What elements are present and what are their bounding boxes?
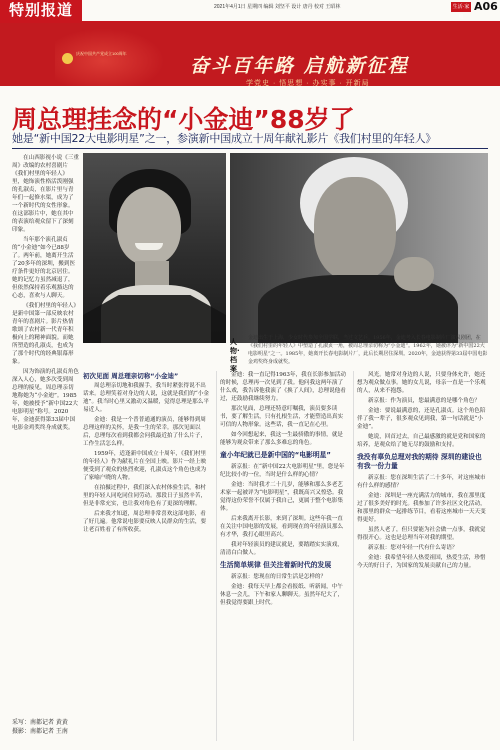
body-paragraph: 金迪：深圳是一座充满活力的城市，我在那里度过了很多美好的时光。我参加了许多社区文化活动，和那里的群众一起排练节目，看着这座城市一天天变得更好。 [357, 493, 486, 523]
body-paragraph: 新京报：在“新中国22大电影明星”里，您是年纪比较小的一位，当时是什么样的心情？ [220, 464, 345, 478]
section-heading: 童小年纪就已是新中国的“电影明星” [220, 451, 331, 459]
page-title: 周总理挂念的“小金迪”88岁了 [12, 105, 355, 134]
body-paragraph: 金迪：当时我才二十几岁，能够和那么多老艺术家一起被评为“电影明星”，我既高兴又惶恐。我觉得这份荣誉不仅属于我自己，更属于整个电影集体。 [220, 482, 344, 512]
body-paragraph: 虽然人老了，但只要能为社会做一点事，我就觉得很开心。这也是总理当年对我的期望。 [357, 527, 486, 541]
intro-paragraph: 在山西影视小说《三重周》改编的农村喜剧片《我们村里的年轻人》里，她饰演性格活泼刚强的孔淑贞，在影片里与青年们一起修水渠，成为了一个新时代的女性形象。在这部影片中，她在其中的表演给观众留下了深刻印象。 [12, 155, 79, 233]
intro-column [12, 154, 79, 594]
page-number: A06 [474, 0, 498, 13]
byline [12, 718, 102, 736]
section-heading: 初次见面 周总理亲切称“小金迪” [83, 372, 179, 380]
section-heading: 生活简单规律 但关注着新时代的发展 [220, 561, 332, 569]
body-paragraph: 我对年轻演员的建议就是，要踏踏实实演戏，清清白白做人。 [220, 542, 343, 556]
photo-caption: 金迪出生于上海，少女时代参加全国学联，当过文艺兵。1956年，金迪考入长春电影制片厂演员剧团，在《我们村里的年轻人》中塑造了孔淑贞一角，被周总理亲切称为“小金迪”。1962年，她被评为“新中国22大电影明星”之一。1985年，她离开长春电影制片厂，此后长期居住深圳。2020年，金迪获得第33届中国电影金鸡奖终身成就奖。 [248, 335, 488, 365]
party-emblem-icon [62, 53, 73, 64]
issue-info: 2021年4月1日 星期四 编辑 刘坚平 设计 唐丹 校对 王昭林 [214, 4, 341, 10]
profile-label: 人物·档案 [230, 338, 240, 373]
body-column-1 [83, 371, 210, 747]
young-portrait-photo [83, 153, 226, 343]
body-paragraph: 金迪：我每天早上都会看报纸、听新闻，中午休息一会儿，下午和家人聊聊天。虽然年纪大了，但我觉得要跟上时代。 [220, 584, 344, 606]
byline-reporter: 采写：南都记者 黄黄 [12, 719, 68, 726]
divider [12, 148, 488, 149]
body-paragraph: 金迪：我一直记得1963年，我在长影参加活动的时候，总理再一次见到了我。他问我这两年演了什么戏，我告诉他我演了《换了人间》，总理说他看过，还鼓励我继续努力。 [220, 372, 346, 402]
body-paragraph: 新京报：您现在的日常生活是怎样的？ [231, 574, 327, 580]
body-paragraph: 新京报：您对年轻一代有什么寄语？ [368, 545, 458, 551]
body-paragraph: 金迪：我希望年轻人热爱祖国，热爱生活，珍惜今天的好日子，为国家的发展贡献自己的力量。 [357, 555, 486, 569]
column-divider [216, 371, 217, 741]
body-paragraph: 1959年，适逢新中国成立十周年，《我们村里的年轻人》作为献礼片在全国上映。影片一经上映便受到了观众的热烈欢迎，孔淑贞这个角色也成为了家喻户晓的人物。 [83, 451, 207, 481]
body-paragraph: 金迪：我是一个普普通通的演员，能够得到周总理这样的关怀，是我一生的荣幸。那次见面以后，总理每次看到我都会问我最近拍了什么片子，工作生活怎么样。 [83, 417, 207, 447]
body-paragraph: 在拍摄过程中，我们深入农村体验生活，和村里的年轻人同吃同住同劳动。那段日子虽然辛苦，但是非常充实，也让我对角色有了更深的理解。 [83, 485, 207, 507]
body-paragraph: 新京报：作为演员，您最满意的是哪个角色？ [368, 398, 480, 404]
section-heading: 我没有辜负总理对我的期待 深圳的建设也有我一份力量 [357, 453, 482, 470]
section-badge: 生活·家庭 [452, 4, 470, 20]
body-paragraph: 周总理亲切地和我握手，我当时紧张得说不出话来。总理笑着对身边的人说，这就是我们的“小金迪”。我当时心里又激动又温暖，觉得总理是那么平易近人。 [83, 383, 209, 413]
byline-photographer: 摄影：南都记者 王南 [12, 728, 68, 735]
body-column-3 [357, 371, 488, 747]
deck-subtitle: 她是“新中国22大电影明星”之一，参演新中国成立十周年献礼影片《我们村里的年轻人》 [12, 132, 437, 145]
body-paragraph: 金迪：要说最满意的，还是孔淑贞。这个角色陪伴了我一辈子，很多观众见到我，第一句话就是“小金迪”。 [357, 408, 486, 430]
centenary-banner [0, 23, 500, 86]
body-paragraph: 新京报：您在深圳生活了二十多年，对这座城市有什么样的感情？ [357, 475, 486, 489]
body-paragraph: 她说，回首过去，自己最感激的就是党和国家的培养，是观众给了她无尽的鼓励和支持。 [357, 434, 486, 448]
body-paragraph: 后来我才知道，周总理非常喜欢这部电影，看了好几遍。他常说电影要反映人民群众的生活，要让老百姓看了有所收获。 [83, 511, 207, 533]
body-column-2 [220, 371, 347, 747]
intro-paragraph: 《我们村里的年轻人》是新中国第一部反映农村青年的喜剧片。影片热情歌颂了农村新一代青年积极向上的精神面貌。而她所塑造的孔淑贞，也成为了那个时代的经典银幕形象。 [12, 303, 79, 365]
banner-subtitle: 学党史 · 悟思想 · 办实事 · 开新局 [246, 80, 370, 86]
body-paragraph: 那次见面，总理还特意叮嘱我，演员要多读书，要了解生活，只有扎根生活，才能塑造出真实可信的人物形象。这些话，我一直记在心里。 [220, 406, 344, 428]
body-paragraph: 后来我离开长影，来到了深圳。这些年我一直在关注中国电影的发展，看到现在的年轻演员那么有才华，我打心眼里高兴。 [220, 516, 344, 538]
intro-paragraph: 当年那个演孔淑贞的“小金迪”如今已88岁了。两年前，她离开生活了20多年的深圳，搬到医疗条件更好的北京居住。她的记忆力虽然减退了，但依然保持着乐观豁达的心态，喜欢与人聊天。 [12, 237, 76, 299]
banner-title: 奋斗百年路 启航新征程 [190, 55, 409, 77]
banner-logo-text: 庆祝中国共产党成立100周年 [76, 51, 127, 56]
recent-portrait-photo [230, 153, 488, 343]
intro-paragraph: 因为饰演的孔淑贞角色深入人心，她多次受到周总理的接见，周总理亲切地称她为“小金迪”。1985年，她被授予“新中国22大电影明星”称号。2020年，金迪获得第33届中国电影金鸡奖终身成就奖。 [12, 369, 79, 431]
column-divider [353, 371, 354, 741]
section-tag: 特别报道 [0, 0, 82, 21]
body-paragraph: 风光。她常对身边的人说，只要身体允许，她还想为观众做点事。她的女儿说，母亲一直是一个乐观的人，从来不抱怨。 [357, 372, 486, 394]
body-paragraph: 如今回想起来，我这一生最骄傲的事情，就是能够为观众带来了那么多难忘的角色。 [220, 432, 343, 446]
